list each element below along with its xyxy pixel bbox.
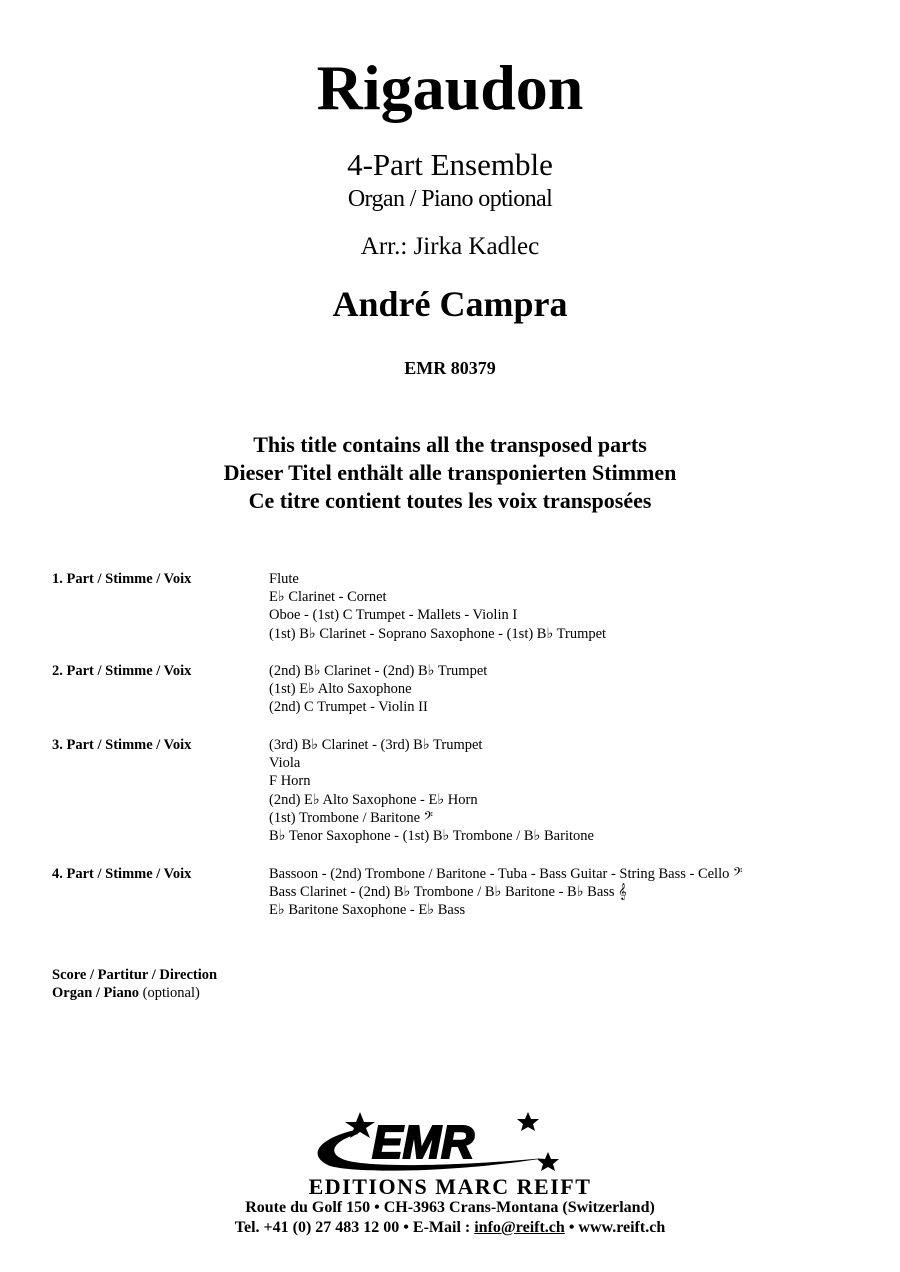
publisher-name: EDITIONS MARC REIFT [308, 1174, 592, 1199]
score-line: Score / Partitur / Direction [52, 967, 218, 983]
organ-line-label: Organ / Piano [52, 985, 140, 1001]
part-4-instruments [269, 865, 829, 920]
composer: André Campra [332, 284, 568, 324]
instrument-line: (2nd) E♭ Alto Saxophone - E♭ Horn [269, 791, 478, 808]
logo-star-right [517, 1112, 539, 1131]
instrument-line: Bass Clarinet - (2nd) B♭ Trombone / B♭ Baritone - B♭ Bass 𝄞 [269, 884, 627, 901]
notice-english: This title contains all the transposed parts [253, 432, 647, 457]
instrument-line: (2nd) B♭ Clarinet - (2nd) B♭ Trumpet [269, 663, 488, 679]
organ-line [52, 984, 200, 1002]
instrument-line: E♭ Clarinet - Cornet [269, 589, 387, 606]
instrument-line: Flute [269, 571, 299, 587]
instrument-line: F Horn [269, 773, 311, 790]
part-3-label: 3. Part / Stimme / Voix [52, 737, 192, 753]
title: Rigaudon [316, 52, 584, 123]
emr-logo [300, 1100, 600, 1180]
notice-german: Dieser Titel enthält alle transponierten Stimmen [223, 460, 677, 485]
instrument-line: (3rd) B♭ Clarinet - (3rd) B♭ Trumpet [269, 737, 483, 753]
contact-phone: Tel. +41 (0) 27 483 12 00 • E-Mail : [234, 1219, 475, 1236]
part-2-instruments [269, 662, 829, 717]
instrument-line: (1st) Trombone / Baritone 𝄢 [269, 809, 433, 826]
instrument-line: Bassoon - (2nd) Trombone / Baritone - Tuba - Bass Guitar - String Bass - Cello 𝄢 [269, 866, 743, 882]
part-1-label: 1. Part / Stimme / Voix [52, 571, 192, 587]
subtitle: 4-Part Ensemble [347, 147, 553, 182]
arranger: Arr.: Jirka Kadlec [360, 233, 540, 260]
publisher-address: Route du Golf 150 • CH-3963 Crans-Montana (Switzerland) [245, 1199, 655, 1216]
part-2-label: 2. Part / Stimme / Voix [52, 663, 192, 679]
catalog-number: EMR 80379 [404, 358, 496, 378]
instrument-line: (1st) B♭ Clarinet - Soprano Saxophone - (1st) B♭ Trumpet [269, 625, 607, 642]
logo-text: EMR [372, 1116, 475, 1168]
contact-website[interactable]: • www.reift.ch [564, 1219, 666, 1236]
instrument-line: Oboe - (1st) C Trumpet - Mallets - Violin I [269, 607, 518, 624]
instrument-line: (2nd) C Trumpet - Violin II [269, 699, 428, 716]
part-1-instruments [269, 570, 829, 643]
instrumentation-note: Organ / Piano optional [347, 186, 553, 212]
instrument-line: B♭ Tenor Saxophone - (1st) B♭ Trombone / B♭ Baritone [269, 828, 594, 845]
instrument-line: E♭ Baritone Saxophone - E♭ Bass [269, 902, 466, 919]
part-3-instruments [269, 736, 829, 845]
logo-star-small [537, 1152, 559, 1171]
instrument-line: (1st) E♭ Alto Saxophone [269, 681, 412, 698]
publisher-contact [0, 1218, 900, 1238]
email-link[interactable]: info@reift.ch [474, 1219, 565, 1236]
notice-french: Ce titre contient toutes les voix transposées [248, 488, 652, 513]
organ-line-optional: (optional) [142, 985, 200, 1001]
part-4-label: 4. Part / Stimme / Voix [52, 866, 192, 882]
instrument-line: Viola [269, 755, 301, 772]
